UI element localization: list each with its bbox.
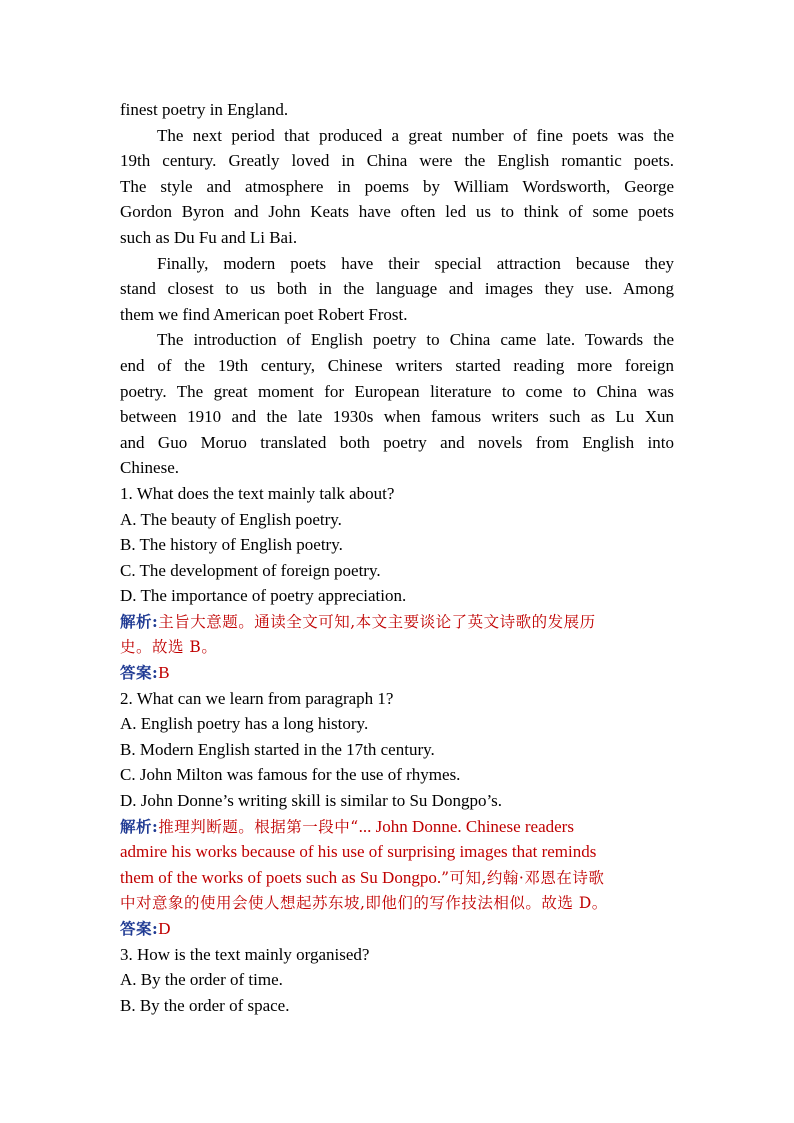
passage-line: such as Du Fu and Li Bai. (120, 227, 298, 247)
analysis-text: 推理判断题。根据第一段中“ (158, 817, 359, 836)
option-b: B. The history of English poetry. (120, 535, 343, 555)
option-a: A. By the order of time. (120, 970, 283, 990)
document-page (120, 97, 674, 1018)
option-c: C. John Milton was famous for the use of rhymes. (120, 765, 461, 785)
answer-label: 答案: (120, 663, 159, 683)
passage-line: The introduction of English poetry to China came late. Towards the (157, 330, 674, 350)
passage-line: 19th century. Greatly loved in China were the English romantic poets. (120, 151, 674, 171)
question-1 (120, 481, 674, 686)
passage-line: between 1910 and the late 1930s when famous writers such as Lu Xun (120, 407, 674, 427)
analysis-line (120, 814, 674, 840)
analysis-quote: admire his works because of his use of surprising images that reminds (120, 842, 597, 862)
option-d: D. The importance of poetry appreciation. (120, 586, 407, 606)
analysis-label: 解析: (120, 816, 159, 836)
passage-line: finest poetry in England. (120, 100, 289, 119)
passage-line: The next period that produced a great number of fine poets was the (157, 125, 674, 145)
passage-line: Chinese. (120, 458, 180, 478)
option-c: C. The development of foreign poetry. (120, 560, 381, 580)
passage-line: poetry. The great moment for European literature to come to China was (120, 381, 674, 401)
passage-line: Gordon Byron and John Keats have often led us to think of some poets (120, 202, 674, 222)
passage (120, 97, 674, 481)
passage-line: and Guo Moruo translated both poetry and novels from English into (120, 432, 674, 452)
passage-line: them we find American poet Robert Frost. (120, 304, 408, 324)
passage-line: The style and atmosphere in poems by William Wordsworth, George (120, 176, 674, 196)
analysis-label: 解析: (120, 611, 159, 631)
analysis-text: 史。故选 B。 (120, 638, 218, 657)
option-a: A. The beauty of English poetry. (120, 509, 342, 529)
option-b: B. Modern English started in the 17th century. (120, 739, 435, 759)
analysis-line (120, 609, 674, 635)
passage-line: Finally, modern poets have their special attraction because they (157, 253, 674, 273)
answer-value: B (158, 663, 170, 683)
analysis-quote: ... John Donne. Chinese readers (358, 816, 574, 836)
analysis-line (120, 865, 674, 891)
question-2 (120, 686, 674, 942)
question-stem: 3. How is the text mainly organised? (120, 944, 370, 964)
answer-value: D (158, 919, 171, 938)
option-b: B. By the order of space. (120, 995, 290, 1015)
answer-label: 答案: (120, 919, 159, 938)
analysis-line (120, 890, 674, 916)
answer-line (120, 916, 674, 942)
question-3 (120, 942, 674, 1019)
passage-line: end of the 19th century, Chinese writers started reading more foreign (120, 355, 674, 375)
analysis-quote: them of the works of poets such as Su Dongpo. (120, 867, 442, 887)
question-stem: 2. What can we learn from paragraph 1? (120, 688, 394, 708)
option-a: A. English poetry has a long history. (120, 714, 369, 734)
analysis-line (120, 634, 674, 660)
analysis-text: ”可知,约翰·邓恩在诗歌 (441, 868, 605, 887)
answer-line (120, 660, 674, 686)
analysis-line (120, 839, 674, 865)
analysis-text: 主旨大意题。通读全文可知,本文主要谈论了英文诗歌的发展历 (158, 612, 596, 631)
option-d: D. John Donne’s writing skill is similar to Su Dongpo’s. (120, 791, 503, 811)
question-stem: 1. What does the text mainly talk about? (120, 483, 395, 503)
analysis-text: 中对意象的使用会使人想起苏东坡,即他们的写作技法相似。故选 D。 (120, 894, 608, 913)
passage-line: stand closest to us both in the language and images they use. Among (120, 279, 674, 299)
